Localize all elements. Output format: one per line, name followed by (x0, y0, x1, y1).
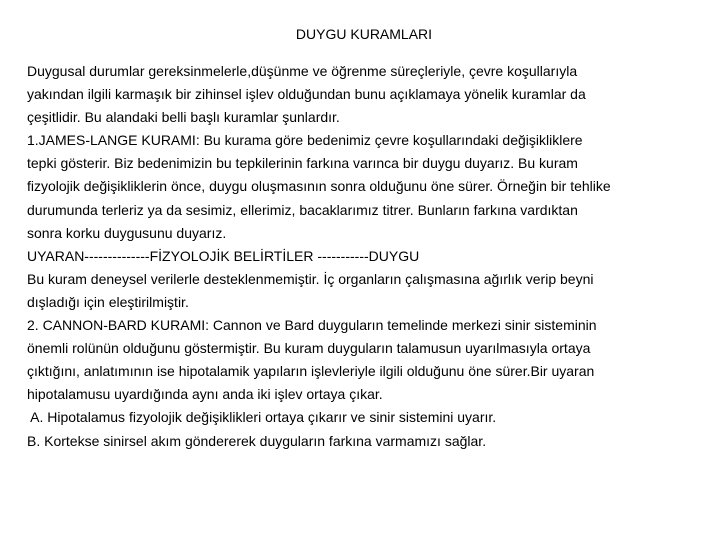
body-line: UYARAN--------------FİZYOLOJİK BELİRTİLER -----------DUYGU (27, 247, 420, 264)
body-line: durumunda terleriz ya da sesimiz, ellerimiz, bacaklarımız titrer. Bunların farkına vardıktan (27, 201, 578, 218)
body-line: çeşitlidir. Bu alandaki belli başlı kuramlar şunlardır. (27, 109, 340, 126)
slide-body (27, 60, 727, 453)
body-line: dışladığı için eleştirilmiştir. (27, 293, 189, 310)
body-line: B. Kortekse sinirsel akım göndererek duyguların farkına varmamızı sağlar. (27, 432, 487, 449)
body-line: fizyolojik değişikliklerin önce, duygu oluşmasının sonra olduğunu öne sürer. Örneğin bir tehlike (27, 178, 611, 195)
body-line: hipotalamusu uyardığında aynı anda iki işlev ortaya çıkar. (27, 386, 383, 403)
body-line: yakından ilgili karmaşık bir zihinsel işlev olduğundan bunu açıklamaya yönelik kuramlar da (27, 86, 586, 103)
slide-title: DUYGU KURAMLARI (295, 26, 433, 42)
body-line: çıktığını, anlatımının ise hipotalamik yapıların işlevleriyle ilgili olduğunu öne sürer.Bir uyaran (27, 363, 595, 380)
body-line: önemli rolünün olduğunu göstermiştir. Bu kuram duyguların talamusun uyarılmasıyla ortaya (27, 340, 591, 357)
body-line: 1.JAMES-LANGE KURAMI: Bu kurama göre bedenimiz çevre koşullarındaki değişikliklere (27, 132, 583, 149)
body-line: sonra korku duygusunu duyarız. (27, 224, 227, 241)
body-line: A. Hipotalamus fizyolojik değişiklikleri ortaya çıkarır ve sinir sistemini uyarır. (27, 409, 497, 426)
body-line: tepki gösterir. Biz bedenimizin bu tepkilerinin farkına varınca bir duygu duyarız. Bu kuram (27, 155, 578, 172)
body-line: 2. CANNON-BARD KURAMI: Cannon ve Bard duyguların temelinde merkezi sinir sisteminin (27, 317, 597, 334)
body-line: Duygusal durumlar gereksinmelerle,düşünme ve öğrenme süreçleriyle, çevre koşullarıyla (27, 63, 578, 79)
body-line: Bu kuram deneysel verilerle desteklenmemiştir. İç organların çalışmasına ağırlık verip beyni (27, 270, 594, 287)
